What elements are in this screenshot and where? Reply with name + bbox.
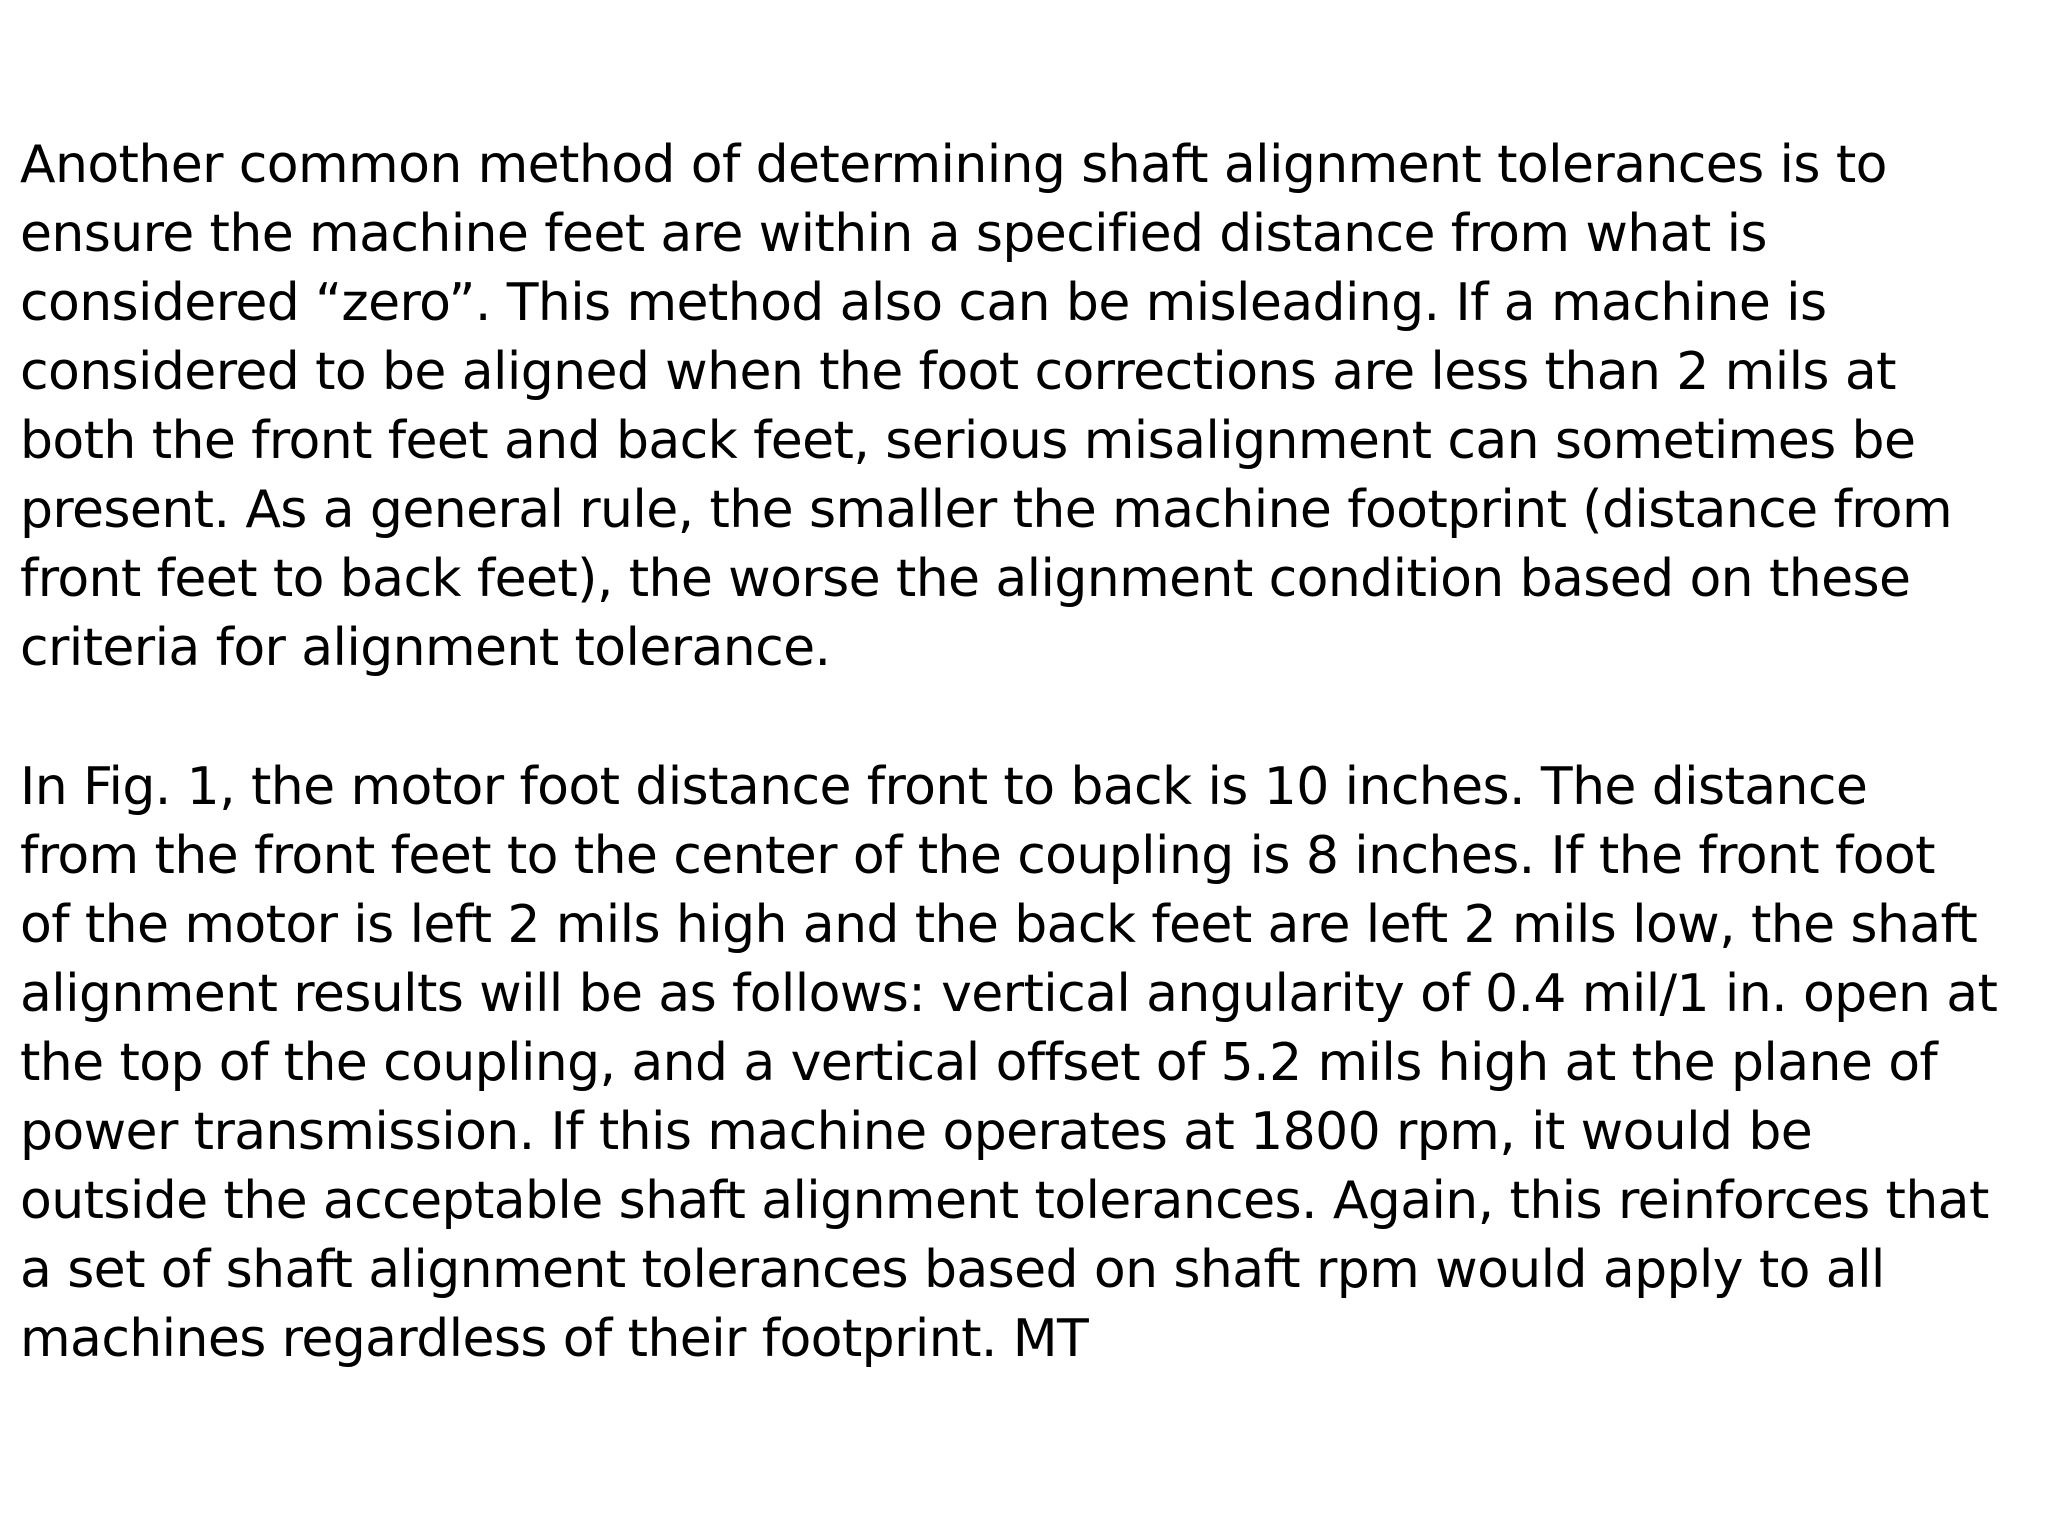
text-line: a set of shaft alignment tolerances based on shaft rpm would apply to all bbox=[20, 1240, 1885, 1300]
text-line: of the motor is left 2 mils high and the back feet are left 2 mils low, the shaft bbox=[20, 895, 1978, 955]
text-line: both the front feet and back feet, serious misalignment can sometimes be bbox=[20, 411, 1916, 471]
text-line: criteria for alignment tolerance. bbox=[20, 618, 831, 678]
text-line: from the front feet to the center of the coupling is 8 inches. If the front foot bbox=[20, 826, 1935, 886]
text-line: Another common method of determining shaft alignment tolerances is to bbox=[20, 135, 1887, 195]
text-line: alignment results will be as follows: vertical angularity of 0.4 mil/1 in. open at bbox=[20, 964, 1998, 1024]
text-line: front feet to back feet), the worse the alignment condition based on these bbox=[20, 549, 1911, 609]
paragraph-fig1-example bbox=[20, 753, 2030, 1374]
text-line: considered to be aligned when the foot corrections are less than 2 mils at bbox=[20, 342, 1896, 402]
text-line: outside the acceptable shaft alignment tolerances. Again, this reinforces that bbox=[20, 1171, 1989, 1231]
text-line: present. As a general rule, the smaller the machine footprint (distance from bbox=[20, 480, 1953, 540]
text-line: power transmission. If this machine operates at 1800 rpm, it would be bbox=[20, 1102, 1813, 1162]
text-line: In Fig. 1, the motor foot distance front to back is 10 inches. The distance bbox=[20, 757, 1868, 817]
text-line: machines regardless of their footprint. MT bbox=[20, 1309, 1089, 1369]
text-line: considered “zero”. This method also can be misleading. If a machine is bbox=[20, 273, 1827, 333]
paragraph-alignment-feet-method bbox=[20, 131, 2030, 683]
text-line: the top of the coupling, and a vertical offset of 5.2 mils high at the plane of bbox=[20, 1033, 1938, 1093]
text-line: ensure the machine feet are within a specified distance from what is bbox=[20, 204, 1767, 264]
